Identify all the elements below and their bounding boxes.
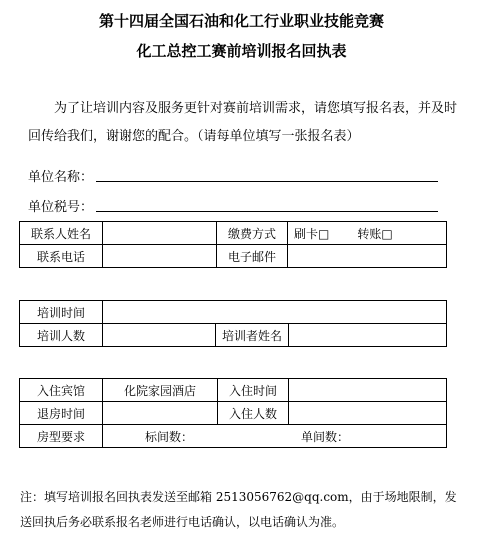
- form-title: 第十四届全国石油和化工行业职业技能竞赛: [98, 12, 384, 30]
- checkin-count-label: 入住人数: [218, 402, 289, 425]
- unit-name-label: 单位名称：: [28, 170, 94, 185]
- checkin-count-cell[interactable]: [289, 402, 447, 425]
- checkout-time-cell[interactable]: [103, 402, 218, 425]
- phone-cell[interactable]: [103, 245, 217, 268]
- intro-text: 为了让培训内容及服务更针对赛前培训需求，请您填写报名表，并及时回传给我们，谢谢您的配合。（请每单位填写一张报名表）: [28, 101, 458, 144]
- checkin-time-label: 入住时间: [218, 379, 289, 402]
- contact-table: [19, 221, 447, 268]
- footer-note: 注：填写培训报名回执表发送至邮箱 2513056762@qq.com，由于场地限制，发送回执后务必联系报名老师进行电话确认，以电话确认为准。: [20, 490, 457, 529]
- training-count-label: 培训人数: [20, 324, 103, 347]
- form-subtitle: 化工总控工赛前培训报名回执表: [136, 42, 347, 60]
- payment-options: [288, 222, 447, 245]
- hotel-value: 化院家园酒店: [103, 379, 218, 402]
- training-table: [19, 300, 447, 347]
- phone-label: 联系电话: [20, 245, 103, 268]
- trainee-name-label: 培训者姓名: [216, 324, 289, 347]
- card-option[interactable]: 刷卡□: [294, 226, 330, 241]
- trainee-name-cell[interactable]: [289, 324, 447, 347]
- contact-name-cell[interactable]: [103, 222, 217, 245]
- training-time-cell[interactable]: [103, 301, 447, 324]
- training-count-cell[interactable]: [103, 324, 216, 347]
- room-label: 房型要求: [20, 425, 103, 448]
- training-time-label: 培训时间: [20, 301, 103, 324]
- standard-room-label: 标间数：: [145, 429, 194, 444]
- checkin-time-cell[interactable]: [289, 379, 447, 402]
- email-label: 电子邮件: [217, 245, 288, 268]
- accommodation-table: [19, 378, 447, 448]
- unit-name-field[interactable]: [96, 181, 438, 182]
- unit-tax-label: 单位税号：: [28, 200, 94, 215]
- room-cell[interactable]: [103, 425, 447, 448]
- payment-label: 缴费方式: [217, 222, 288, 245]
- single-room-label: 单间数：: [301, 429, 350, 444]
- transfer-option[interactable]: 转账□: [357, 226, 393, 241]
- email-cell[interactable]: [288, 245, 447, 268]
- checkout-time-label: 退房时间: [20, 402, 103, 425]
- unit-tax-field[interactable]: [96, 211, 438, 212]
- hotel-label: 入住宾馆: [20, 379, 103, 402]
- contact-name-label: 联系人姓名: [20, 222, 103, 245]
